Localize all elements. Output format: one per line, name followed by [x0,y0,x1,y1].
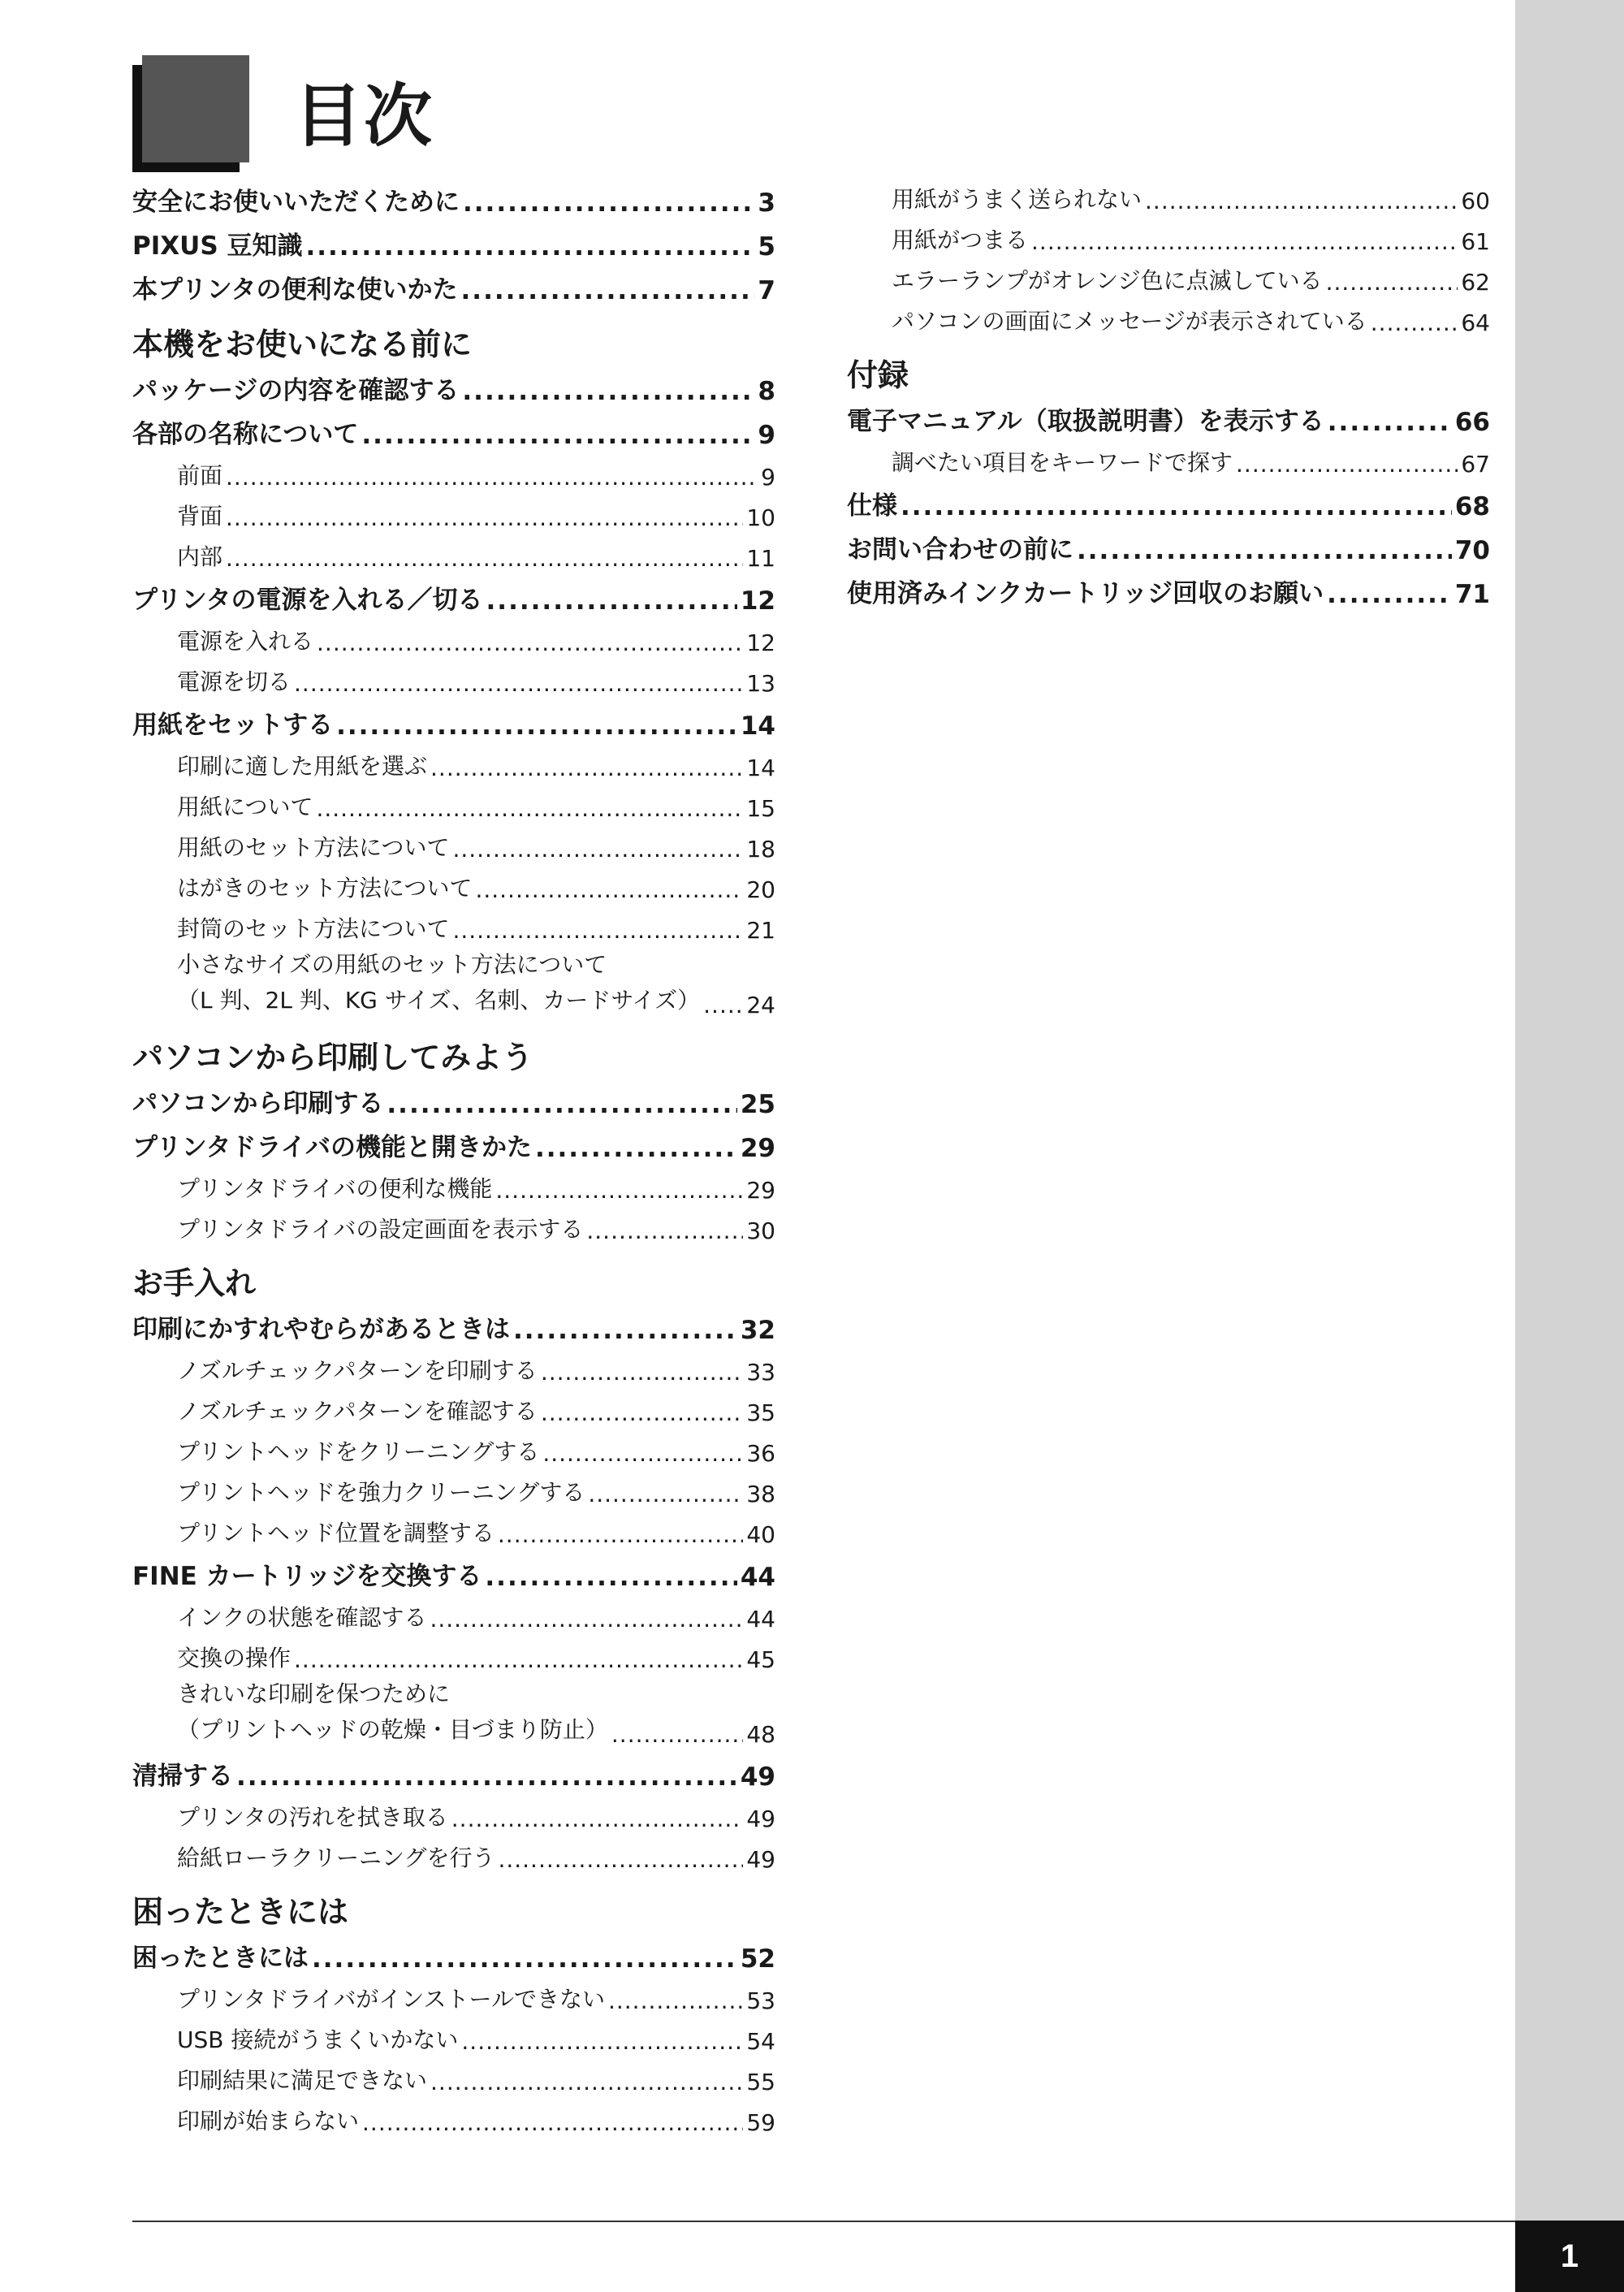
toc-subentry[interactable] [847,263,1490,304]
toc-page-number: 54 [746,2028,775,2055]
toc-leader-dots [1328,408,1452,437]
toc-entry-label: FINE カートリッジを交換する [132,1562,482,1591]
title-square-icon [132,55,250,173]
toc-page-number: 12 [746,629,775,656]
toc-page-number: 53 [746,1987,775,2014]
toc-entry[interactable] [132,1309,775,1353]
toc-leader-dots [588,1481,743,1507]
toc-page-number: 40 [746,1521,775,1548]
footer-rule [132,2221,1515,2222]
toc-page-number: 44 [740,1563,775,1592]
toc-leader-dots [703,992,743,1018]
toc-page-number: 52 [740,1944,775,1974]
toc-subentry[interactable] [132,2022,775,2063]
toc-subentry[interactable] [132,1434,775,1475]
toc-entry-label: 調べたい項目をキーワードで探す [892,449,1233,476]
toc-leader-dots [1145,188,1458,214]
toc-subentry[interactable] [132,789,775,830]
toc-page-number: 70 [1454,536,1490,565]
toc-subentry[interactable] [132,458,775,499]
toc-page-number: 20 [746,876,775,903]
toc-subentry[interactable] [132,1982,775,2022]
toc-entry-label: 安全にお使いいただくために [132,188,460,217]
toc-entry[interactable] [132,1127,775,1171]
toc-subentry[interactable] [847,182,1490,223]
toc-entry[interactable] [132,1083,775,1127]
toc-leader-dots [463,188,754,218]
toc-entry-label: 印刷にかすれやむらがあるときは [132,1315,510,1344]
toc-leader-dots [513,1316,737,1345]
toc-leader-dots [611,1721,743,1748]
toc-entry-label: ノズルチェックパターンを印刷する [177,1357,538,1384]
toc-page-number: 33 [746,1359,775,1386]
toc-leader-dots [462,377,754,406]
toc-leader-dots [430,755,743,781]
toc-page-number: 55 [746,2069,775,2095]
toc-leader-dots [901,492,1452,521]
toc-subentry[interactable] [132,830,775,871]
toc-leader-dots [486,586,737,616]
toc-leader-dots [452,917,743,944]
toc-leader-dots [475,876,743,903]
toc-page-number: 62 [1461,269,1490,296]
toc-page-number: 9 [761,464,775,491]
toc-entry-label: エラーランプがオレンジ色に点滅している [892,267,1323,294]
toc-entry-label: 用紙について [177,794,313,820]
toc-entry-label: 電源を切る [177,668,292,695]
toc-section-heading: パソコンから印刷してみよう [132,1040,533,1075]
toc-leader-dots [1236,451,1458,478]
page-title: 目次 [294,76,434,156]
toc-leader-dots [498,1521,743,1548]
toc-subentry[interactable] [132,2063,775,2104]
toc-entry-label: お問い合わせの前に [847,535,1073,564]
toc-leader-dots [294,670,743,697]
toc-page-number: 25 [740,1090,775,1119]
toc-leader-dots [451,1805,744,1832]
toc-page-number: 49 [746,1846,775,1873]
toc-leader-dots [495,1177,743,1204]
toc-page-number: 45 [746,1646,775,1673]
toc-leader-dots [1077,536,1452,565]
toc-entry[interactable] [847,486,1490,530]
toc-entry-label: プリントヘッド位置を調整する [177,1520,495,1546]
toc-subentry[interactable] [847,223,1490,263]
toc-subentry[interactable] [132,1681,775,1756]
toc-subentry[interactable] [132,749,775,789]
toc-subentry[interactable] [132,1600,775,1641]
toc-entry[interactable] [132,1938,775,1982]
toc-entry-label: 電源を入れる [177,628,314,655]
toc-entry-label: 印刷に適した用紙を選ぶ [177,753,428,780]
toc-page-number: 15 [746,795,775,822]
toc-leader-dots [226,545,743,572]
toc-entry-label: プリントヘッドを強力クリーニングする [177,1479,585,1506]
toc-entry-label: パソコンから印刷する [132,1089,384,1118]
toc-page-number: 3 [758,188,775,218]
toc-entry[interactable] [132,705,775,749]
toc-page-number: 18 [746,836,775,863]
toc-section-heading: 本機をお使いになる前に [132,327,473,362]
toc-leader-dots [317,629,743,656]
toc-entry[interactable] [132,226,775,270]
toc-leader-dots [387,1090,736,1119]
toc-page-number: 30 [746,1217,775,1244]
toc-entry-label: 使用済みインクカートリッジ回収のお願い [847,579,1324,608]
toc-subentry[interactable] [132,539,775,580]
toc-entry-label: 用紙がつまる [892,227,1029,253]
toc-entry-label: プリンタの電源を入れる／切る [132,586,483,615]
toc-page-number: 8 [758,377,775,406]
toc-right-column [847,182,1490,617]
toc-page-number: 64 [1461,309,1490,336]
toc-leader-dots [312,1944,737,1974]
toc-leader-dots [1371,309,1458,336]
toc-leader-dots [541,1359,744,1386]
toc-page-number: 7 [758,276,775,305]
toc-subentry[interactable] [132,1171,775,1212]
toc-page-number: 12 [740,586,775,616]
toc-subentry[interactable] [847,445,1490,486]
toc-page-number: 66 [1454,408,1490,437]
toc-entry-label: インクの状態を確認する [177,1604,427,1631]
toc-leader-dots [305,232,754,262]
toc-leader-dots [336,711,737,741]
toc-page-number: 14 [740,711,775,741]
toc-entry-label: プリンタの汚れを拭き取る [177,1804,448,1831]
toc-page-number: 9 [758,421,775,450]
toc-entry-label: 用紙がうまく送られない [892,186,1142,213]
toc-leader-dots [226,464,758,491]
toc-entry[interactable] [132,414,775,458]
toc-subentry[interactable] [132,1353,775,1394]
toc-section-heading: 付録 [847,357,909,393]
toc-section-heading: お手入れ [132,1265,257,1301]
toc-entry-label: パソコンの画面にメッセージが表示されている [892,308,1367,335]
toc-page-number: 61 [1461,228,1490,255]
toc-page-number: 29 [746,1177,775,1204]
toc-entry-label: 電子マニュアル（取扱説明書）を表示する [847,407,1324,436]
toc-page-number: 48 [746,1721,775,1748]
toc-subentry[interactable] [132,1516,775,1556]
toc-leader-dots [452,836,743,863]
toc-entry-label: 給紙ローラクリーニングを行う [177,1844,495,1871]
toc-page-number: 68 [1454,492,1490,521]
toc-subentry[interactable] [132,952,775,1027]
toc-entry-label: プリンタドライバの便利な機能 [177,1175,493,1202]
toc-entry-label: プリンタドライバがインストールできない [177,1986,605,2013]
toc-entry-label: 封筒のセット方法について [177,915,450,942]
toc-subentry[interactable] [132,1840,775,1881]
toc-entry-label: 困ったときには [132,1944,309,1973]
toc-entry-label: PIXUS 豆知識 [132,231,303,261]
toc-entry-label: プリントヘッドをクリーニングする [177,1438,540,1465]
toc-leader-dots [542,1440,743,1467]
toc-subentry[interactable] [132,499,775,539]
toc-leader-dots [316,795,743,822]
toc-leader-dots [226,504,743,531]
toc-page-number: 44 [746,1606,775,1633]
toc-leader-dots [362,2109,743,2136]
toc-page-number: 21 [746,917,775,944]
toc-leader-dots [498,1846,743,1873]
toc-subentry[interactable] [132,2104,775,2144]
toc-entry-label: 前面 [177,462,223,489]
toc-subentry[interactable] [847,304,1490,344]
toc-page-number: 60 [1461,188,1490,214]
page-number: 1 [1560,2238,1579,2274]
toc-page-number: 49 [746,1805,775,1832]
toc-entry[interactable] [847,530,1490,573]
toc-entry[interactable] [132,1756,775,1800]
toc-entry-label: 用紙のセット方法について [177,834,450,861]
toc-entry-label: パッケージの内容を確認する [132,376,460,405]
toc-entry[interactable] [132,580,775,624]
toc-page-number: 38 [746,1481,775,1507]
toc-leader-dots [535,1134,737,1163]
toc-subentry[interactable] [132,871,775,911]
toc-subentry[interactable] [132,1475,775,1516]
toc-leader-dots [1327,580,1452,609]
toc-entry[interactable] [132,370,775,414]
toc-leader-dots [586,1217,743,1244]
toc-leader-dots [1326,269,1458,296]
toc-page-number: 67 [1461,451,1490,478]
toc-leader-dots [461,276,755,305]
toc-leader-dots [541,1399,744,1426]
toc-entry-label: はがきのセット方法について [177,875,473,902]
toc-entry-label: 交換の操作 [177,1645,292,1671]
toc-entry-label: 仕様 [847,491,897,521]
toc-page-number: 24 [746,992,775,1018]
side-tab-band [1515,0,1624,2292]
toc-page-number: 59 [746,2109,775,2136]
toc-leader-dots [461,2028,743,2055]
toc-leader-dots [1031,228,1458,255]
toc-entry-label: 印刷が始まらない [177,2108,360,2134]
toc-entry-label: 各部の名称について [132,420,359,449]
toc-page-number: 11 [746,545,775,572]
toc-leader-dots [294,1646,743,1673]
toc-entry-label: 本プリンタの便利な使いかた [132,275,458,305]
toc-subentry[interactable] [132,1641,775,1681]
toc-entry[interactable] [847,573,1490,617]
toc-subentry[interactable] [132,1212,775,1252]
toc-subentry[interactable] [132,664,775,705]
toc-page-number: 10 [746,504,775,531]
toc-entry-label: ノズルチェックパターンを確認する [177,1398,538,1425]
toc-subentry[interactable] [132,1800,775,1840]
toc-subentry[interactable] [132,1394,775,1434]
toc-subentry[interactable] [132,624,775,664]
toc-page-number: 71 [1454,580,1490,609]
toc-entry-label: プリンタドライバの機能と開きかた [132,1133,532,1162]
toc-page-number: 36 [746,1440,775,1467]
toc-entry[interactable] [132,1556,775,1600]
toc-entry-label: 印刷結果に満足できない [177,2067,428,2094]
toc-page-number: 35 [746,1399,775,1426]
toc-subentry[interactable] [132,911,775,952]
toc-leader-dots [430,2069,743,2095]
toc-page-number: 49 [740,1762,775,1792]
toc-entry-label: プリンタドライバの設定画面を表示する [177,1216,584,1243]
toc-leader-dots [361,421,754,450]
toc-left-column [132,182,775,2144]
toc-entry[interactable] [847,401,1490,445]
toc-entry-label: 小さなサイズの用紙のセット方法について （L 判、2L 判、KG サイズ、名刺、カードサイズ） [177,951,701,1014]
toc-page-number: 5 [758,232,775,262]
toc-entry-label: 清掃する [132,1762,233,1791]
toc-entry[interactable] [132,182,775,226]
toc-entry[interactable] [132,270,775,314]
toc-page-number: 14 [746,755,775,781]
toc-page-number: 32 [740,1316,775,1345]
toc-page-number: 13 [746,670,775,697]
toc-leader-dots [430,1606,743,1633]
toc-section-heading: 困ったときには [132,1894,349,1930]
toc-leader-dots [485,1563,736,1592]
toc-entry-label: 背面 [177,503,223,530]
toc-entry-label: 用紙をセットする [132,711,334,740]
toc-entry-label: USB 接続がうまくいかない [177,2026,459,2053]
toc-leader-dots [236,1762,737,1792]
toc-entry-label: 内部 [177,543,223,570]
toc-page-number: 29 [740,1134,775,1163]
toc-leader-dots [608,1987,743,2014]
toc-entry-label: きれいな印刷を保つために （プリントヘッドの乾燥・目づまり防止） [177,1680,608,1743]
